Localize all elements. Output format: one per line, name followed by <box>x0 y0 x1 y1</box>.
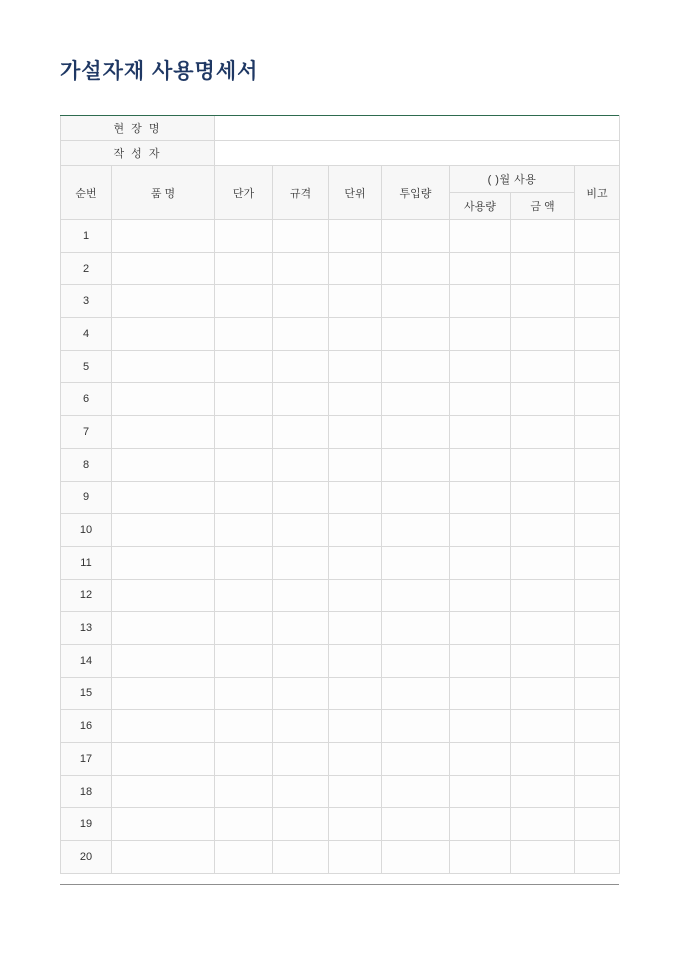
cell-spec[interactable] <box>273 775 329 808</box>
cell-item-name[interactable] <box>112 546 215 579</box>
cell-input-qty[interactable] <box>382 808 450 841</box>
cell-amount[interactable] <box>511 775 575 808</box>
cell-amount[interactable] <box>511 416 575 449</box>
cell-unit[interactable] <box>329 743 382 776</box>
cell-used-qty[interactable] <box>450 318 511 351</box>
cell-input-qty[interactable] <box>382 481 450 514</box>
column-header-no: 순번 <box>61 166 112 220</box>
cell-unit[interactable] <box>329 383 382 416</box>
column-header-used-qty: 사용량 <box>450 193 511 220</box>
cell-used-qty[interactable] <box>450 350 511 383</box>
table-row <box>61 579 620 612</box>
table-row <box>61 318 620 351</box>
cell-spec[interactable] <box>273 481 329 514</box>
cell-no: 8 <box>61 448 112 481</box>
cell-no: 3 <box>61 285 112 318</box>
cell-item-name[interactable] <box>112 252 215 285</box>
cell-unit-price[interactable] <box>215 546 273 579</box>
cell-note[interactable] <box>575 546 620 579</box>
cell-spec[interactable] <box>273 612 329 645</box>
cell-amount[interactable] <box>511 285 575 318</box>
cell-no: 20 <box>61 841 112 874</box>
cell-no: 13 <box>61 612 112 645</box>
cell-note[interactable] <box>575 841 620 874</box>
cell-input-qty[interactable] <box>382 350 450 383</box>
cell-unit[interactable] <box>329 677 382 710</box>
cell-used-qty[interactable] <box>450 220 511 253</box>
field-label-site: 현 장 명 <box>61 116 215 141</box>
cell-unit-price[interactable] <box>215 514 273 547</box>
title-rule <box>60 115 619 116</box>
cell-item-name[interactable] <box>112 416 215 449</box>
cell-item-name[interactable] <box>112 350 215 383</box>
cell-spec[interactable] <box>273 252 329 285</box>
table-row <box>61 481 620 514</box>
page-title: 가설자재 사용명세서 <box>60 60 259 83</box>
cell-no: 17 <box>61 743 112 776</box>
cell-spec[interactable] <box>273 448 329 481</box>
cell-unit-price[interactable] <box>215 612 273 645</box>
cell-unit[interactable] <box>329 318 382 351</box>
cell-item-name[interactable] <box>112 318 215 351</box>
cell-spec[interactable] <box>273 220 329 253</box>
cell-spec[interactable] <box>273 808 329 841</box>
usage-table <box>60 115 620 874</box>
cell-used-qty[interactable] <box>450 579 511 612</box>
table-row <box>61 612 620 645</box>
cell-input-qty[interactable] <box>382 546 450 579</box>
table-row <box>61 808 620 841</box>
cell-amount[interactable] <box>511 677 575 710</box>
cell-input-qty[interactable] <box>382 514 450 547</box>
cell-input-qty[interactable] <box>382 612 450 645</box>
cell-unit-price[interactable] <box>215 710 273 743</box>
table-row <box>61 350 620 383</box>
cell-no: 19 <box>61 808 112 841</box>
cell-note[interactable] <box>575 710 620 743</box>
cell-note[interactable] <box>575 775 620 808</box>
cell-amount[interactable] <box>511 220 575 253</box>
cell-used-qty[interactable] <box>450 677 511 710</box>
table-bottom-rule <box>60 884 619 885</box>
cell-note[interactable] <box>575 743 620 776</box>
cell-spec[interactable] <box>273 546 329 579</box>
cell-spec[interactable] <box>273 579 329 612</box>
cell-unit-price[interactable] <box>215 350 273 383</box>
cell-no: 9 <box>61 481 112 514</box>
cell-spec[interactable] <box>273 514 329 547</box>
cell-no: 5 <box>61 350 112 383</box>
column-header-spec: 규격 <box>273 166 329 220</box>
cell-unit[interactable] <box>329 808 382 841</box>
cell-spec[interactable] <box>273 743 329 776</box>
cell-spec[interactable] <box>273 285 329 318</box>
cell-unit-price[interactable] <box>215 579 273 612</box>
cell-input-qty[interactable] <box>382 775 450 808</box>
column-header-month-usage-group: ( )월 사용 <box>450 166 575 193</box>
table-row <box>61 743 620 776</box>
cell-unit[interactable] <box>329 546 382 579</box>
table-row <box>61 546 620 579</box>
cell-spec[interactable] <box>273 841 329 874</box>
cell-used-qty[interactable] <box>450 383 511 416</box>
cell-unit-price[interactable] <box>215 416 273 449</box>
cell-note[interactable] <box>575 481 620 514</box>
cell-spec[interactable] <box>273 644 329 677</box>
cell-used-qty[interactable] <box>450 546 511 579</box>
cell-unit[interactable] <box>329 841 382 874</box>
table-header-row-1 <box>61 166 620 193</box>
cell-unit[interactable] <box>329 481 382 514</box>
cell-used-qty[interactable] <box>450 285 511 318</box>
cell-item-name[interactable] <box>112 481 215 514</box>
cell-note[interactable] <box>575 612 620 645</box>
cell-spec[interactable] <box>273 710 329 743</box>
table-row <box>61 677 620 710</box>
cell-unit-price[interactable] <box>215 677 273 710</box>
cell-item-name[interactable] <box>112 710 215 743</box>
cell-unit-price[interactable] <box>215 644 273 677</box>
material-usage-sheet <box>60 115 619 874</box>
cell-no: 16 <box>61 710 112 743</box>
field-label-author: 작 성 자 <box>61 141 215 166</box>
cell-used-qty[interactable] <box>450 514 511 547</box>
cell-no: 1 <box>61 220 112 253</box>
cell-item-name[interactable] <box>112 743 215 776</box>
cell-spec[interactable] <box>273 350 329 383</box>
cell-note[interactable] <box>575 350 620 383</box>
cell-used-qty[interactable] <box>450 808 511 841</box>
column-header-unit: 단위 <box>329 166 382 220</box>
table-row <box>61 710 620 743</box>
cell-used-qty[interactable] <box>450 481 511 514</box>
cell-unit[interactable] <box>329 612 382 645</box>
cell-no: 4 <box>61 318 112 351</box>
cell-no: 15 <box>61 677 112 710</box>
cell-unit[interactable] <box>329 775 382 808</box>
cell-used-qty[interactable] <box>450 252 511 285</box>
cell-unit[interactable] <box>329 514 382 547</box>
cell-note[interactable] <box>575 644 620 677</box>
cell-note[interactable] <box>575 416 620 449</box>
cell-no: 14 <box>61 644 112 677</box>
cell-unit-price[interactable] <box>215 285 273 318</box>
cell-no: 7 <box>61 416 112 449</box>
table-row <box>61 285 620 318</box>
cell-input-qty[interactable] <box>382 383 450 416</box>
cell-unit-price[interactable] <box>215 775 273 808</box>
cell-note[interactable] <box>575 285 620 318</box>
cell-used-qty[interactable] <box>450 416 511 449</box>
cell-input-qty[interactable] <box>382 285 450 318</box>
cell-input-qty[interactable] <box>382 644 450 677</box>
cell-used-qty[interactable] <box>450 448 511 481</box>
table-row <box>61 775 620 808</box>
info-row-author <box>61 141 620 166</box>
table-row <box>61 220 620 253</box>
cell-unit-price[interactable] <box>215 808 273 841</box>
cell-unit[interactable] <box>329 416 382 449</box>
cell-unit-price[interactable] <box>215 383 273 416</box>
table-row <box>61 416 620 449</box>
cell-amount[interactable] <box>511 514 575 547</box>
cell-unit-price[interactable] <box>215 252 273 285</box>
cell-amount[interactable] <box>511 808 575 841</box>
cell-unit[interactable] <box>329 644 382 677</box>
cell-item-name[interactable] <box>112 677 215 710</box>
cell-unit[interactable] <box>329 285 382 318</box>
cell-no: 11 <box>61 546 112 579</box>
cell-amount[interactable] <box>511 481 575 514</box>
cell-amount[interactable] <box>511 612 575 645</box>
cell-item-name[interactable] <box>112 841 215 874</box>
cell-no: 2 <box>61 252 112 285</box>
field-value-site[interactable] <box>215 116 620 141</box>
cell-used-qty[interactable] <box>450 841 511 874</box>
column-header-amount: 금 액 <box>511 193 575 220</box>
column-header-input-qty: 투입량 <box>382 166 450 220</box>
cell-input-qty[interactable] <box>382 677 450 710</box>
cell-note[interactable] <box>575 383 620 416</box>
cell-spec[interactable] <box>273 383 329 416</box>
cell-unit-price[interactable] <box>215 743 273 776</box>
cell-unit[interactable] <box>329 252 382 285</box>
cell-used-qty[interactable] <box>450 775 511 808</box>
cell-unit-price[interactable] <box>215 220 273 253</box>
cell-amount[interactable] <box>511 841 575 874</box>
cell-unit[interactable] <box>329 579 382 612</box>
cell-amount[interactable] <box>511 710 575 743</box>
column-header-note: 비고 <box>575 166 620 220</box>
table-row <box>61 448 620 481</box>
cell-note[interactable] <box>575 318 620 351</box>
cell-item-name[interactable] <box>112 383 215 416</box>
cell-input-qty[interactable] <box>382 318 450 351</box>
table-row <box>61 841 620 874</box>
cell-unit-price[interactable] <box>215 481 273 514</box>
cell-used-qty[interactable] <box>450 743 511 776</box>
cell-unit[interactable] <box>329 220 382 253</box>
table-row <box>61 644 620 677</box>
cell-used-qty[interactable] <box>450 710 511 743</box>
cell-item-name[interactable] <box>112 612 215 645</box>
table-row <box>61 514 620 547</box>
cell-unit-price[interactable] <box>215 448 273 481</box>
column-header-item-name: 품 명 <box>112 166 215 220</box>
cell-unit[interactable] <box>329 710 382 743</box>
cell-input-qty[interactable] <box>382 416 450 449</box>
cell-amount[interactable] <box>511 318 575 351</box>
cell-amount[interactable] <box>511 383 575 416</box>
cell-item-name[interactable] <box>112 579 215 612</box>
cell-used-qty[interactable] <box>450 644 511 677</box>
cell-input-qty[interactable] <box>382 220 450 253</box>
cell-used-qty[interactable] <box>450 612 511 645</box>
cell-input-qty[interactable] <box>382 710 450 743</box>
cell-input-qty[interactable] <box>382 579 450 612</box>
cell-note[interactable] <box>575 448 620 481</box>
cell-item-name[interactable] <box>112 775 215 808</box>
cell-item-name[interactable] <box>112 644 215 677</box>
cell-amount[interactable] <box>511 252 575 285</box>
table-row <box>61 252 620 285</box>
cell-input-qty[interactable] <box>382 743 450 776</box>
cell-note[interactable] <box>575 677 620 710</box>
field-value-author[interactable] <box>215 141 620 166</box>
cell-note[interactable] <box>575 808 620 841</box>
cell-note[interactable] <box>575 220 620 253</box>
cell-amount[interactable] <box>511 579 575 612</box>
cell-amount[interactable] <box>511 546 575 579</box>
cell-unit-price[interactable] <box>215 841 273 874</box>
cell-spec[interactable] <box>273 416 329 449</box>
cell-spec[interactable] <box>273 677 329 710</box>
cell-input-qty[interactable] <box>382 841 450 874</box>
cell-no: 10 <box>61 514 112 547</box>
cell-no: 6 <box>61 383 112 416</box>
cell-item-name[interactable] <box>112 514 215 547</box>
cell-item-name[interactable] <box>112 220 215 253</box>
cell-amount[interactable] <box>511 448 575 481</box>
cell-no: 18 <box>61 775 112 808</box>
cell-unit-price[interactable] <box>215 318 273 351</box>
cell-amount[interactable] <box>511 743 575 776</box>
column-header-unit-price: 단가 <box>215 166 273 220</box>
cell-unit[interactable] <box>329 448 382 481</box>
cell-note[interactable] <box>575 252 620 285</box>
table-row <box>61 383 620 416</box>
table-body <box>61 220 620 874</box>
cell-no: 12 <box>61 579 112 612</box>
cell-item-name[interactable] <box>112 808 215 841</box>
cell-input-qty[interactable] <box>382 252 450 285</box>
cell-note[interactable] <box>575 514 620 547</box>
cell-note[interactable] <box>575 579 620 612</box>
cell-item-name[interactable] <box>112 448 215 481</box>
cell-unit[interactable] <box>329 350 382 383</box>
cell-amount[interactable] <box>511 350 575 383</box>
cell-spec[interactable] <box>273 318 329 351</box>
cell-item-name[interactable] <box>112 285 215 318</box>
cell-input-qty[interactable] <box>382 448 450 481</box>
info-row-site <box>61 116 620 141</box>
cell-amount[interactable] <box>511 644 575 677</box>
